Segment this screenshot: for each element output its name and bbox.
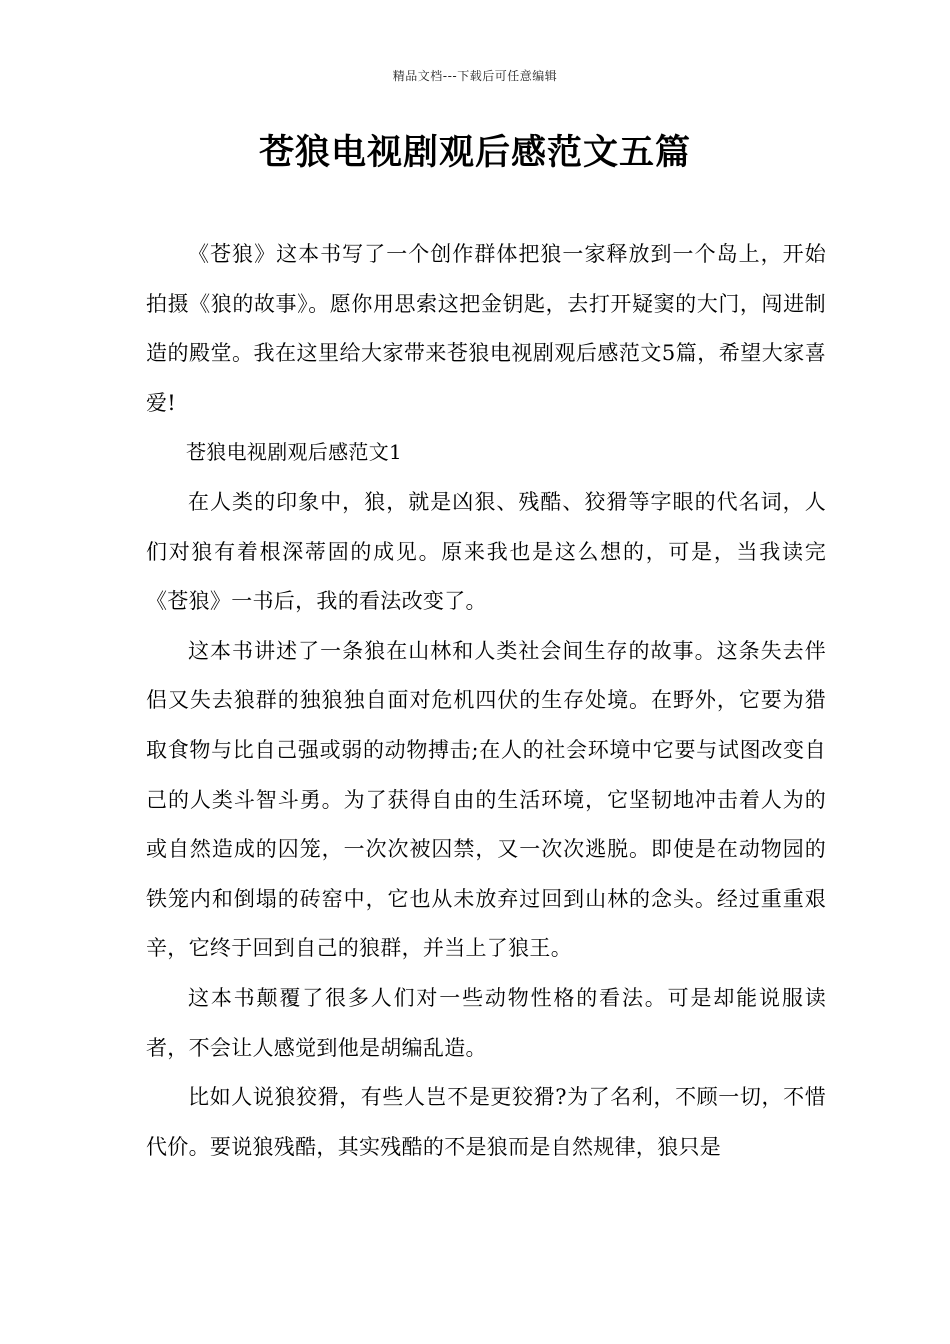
document-title: 苍狼电视剧观后感范文五篇 xyxy=(258,133,691,173)
document-body xyxy=(146,230,826,1172)
body-paragraph-2: 这本书讲述了一条狼在山林和人类社会间生存的故事。这条失去伴侣又失去狼群的独狼独自面对危机四伏的生存处境。在野外，它要为猎取食物与比自己强或弱的动物搏击;在人的社会环境中它要与试图改变自己的人类斗智斗勇。为了获得自由的生活环境，它坚韧地冲击着人为的或自然造成的囚笼，一次次被囚禁，又一次次逃脱。即使是在动物园的铁笼内和倒塌的砖窑中，它也从未放弃过回到山林的念头。经过重重艰辛，它终于回到自己的狼群，并当上了狼王。 xyxy=(146,638,826,961)
header-note: 精品文档---下载后可任意编辑 xyxy=(392,69,558,83)
intro-paragraph: 《苍狼》这本书写了一个创作群体把狼一家释放到一个岛上，开始拍摄《狼的故事》。愿你用思索这把金钥匙，去打开疑窦的大门，闯进制造的殿堂。我在这里给大家带来苍狼电视剧观后感范文5篇，希望大家喜爱! xyxy=(146,242,826,415)
body-paragraph-1: 在人类的印象中，狼，就是凶狠、残酷、狡猾等字眼的代名词，人们对狼有着根深蒂固的成见。原来我也是这么想的，可是，当我读完《苍狼》一书后，我的看法改变了。 xyxy=(146,489,826,614)
body-paragraph-3: 这本书颠覆了很多人们对一些动物性格的看法。可是却能说服读者，不会让人感觉到他是胡编乱造。 xyxy=(146,985,826,1060)
section-heading: 苍狼电视剧观后感范文1 xyxy=(186,440,403,465)
body-paragraph-4: 比如人说狼狡猾，有些人岂不是更狡猾?为了名利，不顾一切，不惜代价。要说狼残酷，其实残酷的不是狼而是自然规律，狼只是 xyxy=(146,1085,826,1159)
